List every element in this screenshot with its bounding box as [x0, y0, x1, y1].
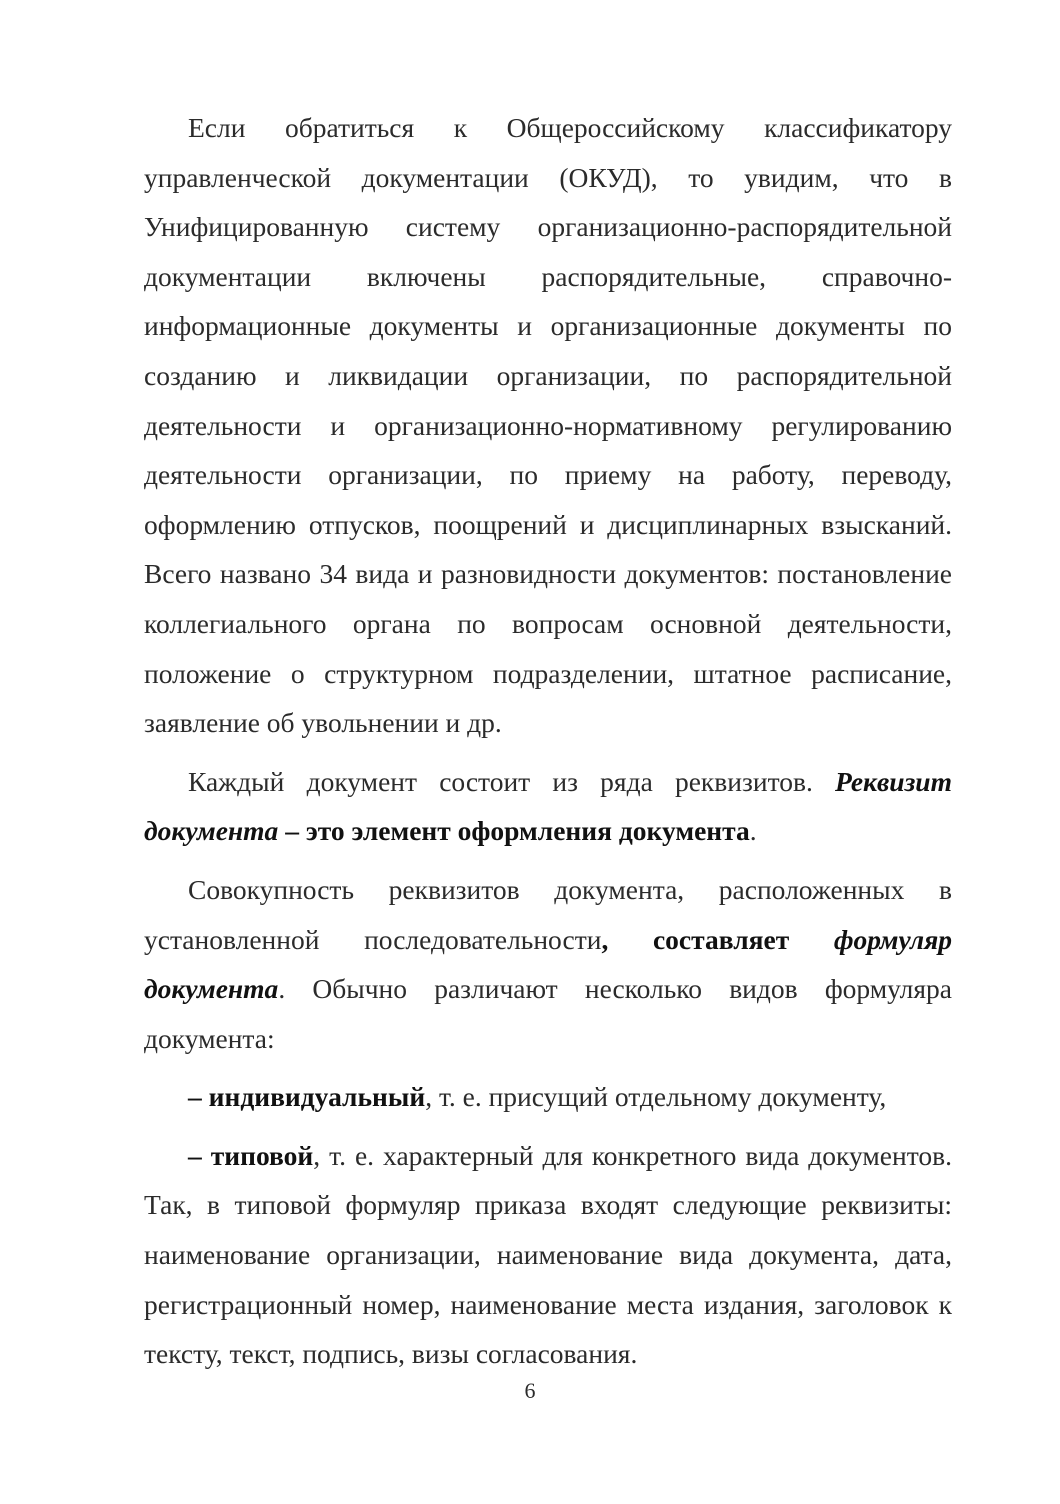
document-body [144, 103, 952, 1379]
requisite-definition: это элемент оформления документа [305, 815, 750, 847]
paragraph-okud-text: Если обратиться к Общероссийскому классификатору управленческой документации (ОКУД), то увидим, что в Унифицированную систему организационно-распорядительной документации включены распорядительные, справочно-информационные документы и организационные документы по созданию и ликвидации организации, по распорядительной деятельности и организационно-нормативному регулированию деятельности организации, по приему на работу, переводу, оформлению отпусков, поощрений и дисциплинарных взысканий. Всего названо 34 вида и разновидности документов: постановление коллегиального органа по вопросам основной деятельности, положение о структурном подразделении, штатное расписание, заявление об увольнении и др. [144, 112, 952, 739]
requisite-lead-text: Каждый документ состоит из ряда реквизитов. [188, 765, 836, 797]
paragraph-okud [144, 103, 952, 748]
list-dash: – [188, 1139, 211, 1171]
list-dash: – [188, 1081, 209, 1113]
formular-rest-text: . Обычно различают несколько видов формуляра документа: [144, 973, 952, 1054]
paragraph-formular-definition [144, 865, 952, 1063]
page-number: 6 [524, 1378, 536, 1403]
list-item-typical [144, 1131, 952, 1379]
formular-lead-text: Совокупность реквизитов документа, расположенных в установленной последовательности [144, 873, 952, 955]
list-item-individual [144, 1072, 952, 1122]
paragraph-requisite-definition [144, 757, 952, 856]
list-text-typical: , т. е. характерный для конкретного вида документов. Так, в типовой формуляр приказа входят следующие реквизиты: наименование организации, наименование вида документа, дата, регистрационный номер, наименование места издания, заголовок к тексту, текст, подпись, визы согласования. [144, 1139, 952, 1370]
list-term-individual: индивидуальный [208, 1081, 426, 1113]
list-text-individual: , т. е. присущий отдельному документу, [425, 1081, 887, 1113]
requisite-dash: – [278, 815, 306, 847]
requisite-end: . [749, 815, 757, 847]
requisite-term: Реквизит документа [144, 765, 952, 847]
formular-term: формуляр документа [144, 923, 953, 1005]
formular-bold-text: , составляет [601, 923, 834, 955]
list-term-typical: типовой [210, 1139, 314, 1171]
